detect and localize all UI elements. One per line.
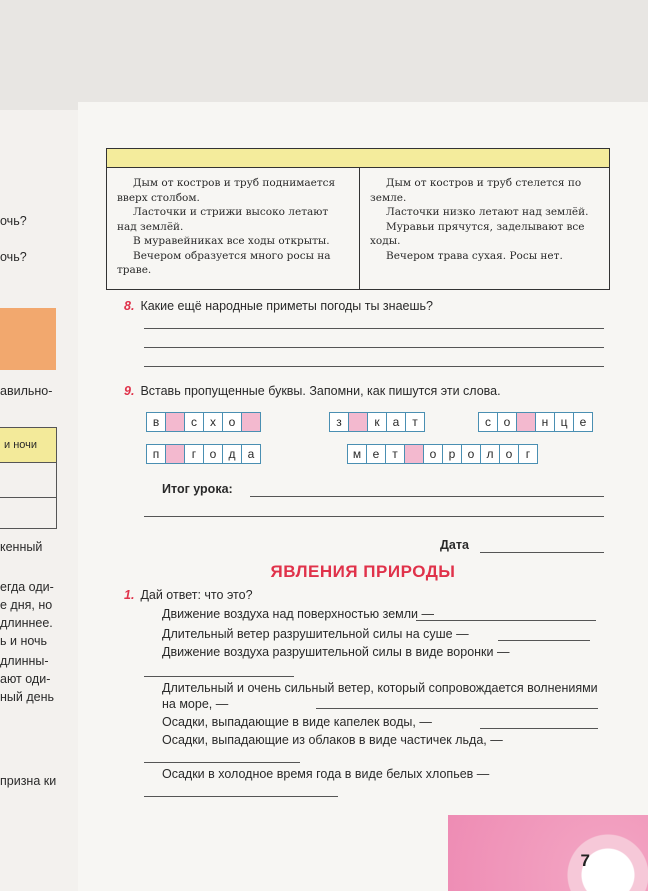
- left-text: кенный: [0, 540, 43, 554]
- answer-line[interactable]: [416, 620, 596, 621]
- letter-box: о: [203, 444, 223, 464]
- table-cell: Муравьи прячутся, заделывают все ходы.: [370, 220, 585, 247]
- sun-decoration: [448, 815, 648, 891]
- word-pogoda: [146, 444, 260, 464]
- left-text: ный день: [0, 690, 55, 704]
- letter-box: о: [497, 412, 517, 432]
- prompt-item: Длительный и очень сильный ветер, который сопровождается волнениями на море, —: [162, 681, 598, 711]
- letter-box: о: [222, 412, 242, 432]
- table-cell: Вечером образуется много росы на траве.: [117, 249, 331, 276]
- question-text: Какие ещё народные приметы погоды ты знаешь?: [140, 299, 433, 313]
- left-text: призна ки: [0, 774, 57, 788]
- section-title: ЯВЛЕНИЯ ПРИРОДЫ: [270, 562, 456, 581]
- letter-box: т: [385, 444, 405, 464]
- prompt-item: Длительный ветер разрушительной силы на суше —: [162, 627, 469, 641]
- left-text: е дня, но: [0, 598, 53, 612]
- lesson-summary-label: Итог урока:: [162, 482, 233, 496]
- page-number: 7: [580, 851, 590, 870]
- bad-weather-column: [360, 168, 608, 289]
- letter-box: е: [573, 412, 593, 432]
- left-text: длиннее.: [0, 616, 53, 630]
- word-solntse: [478, 412, 592, 432]
- orange-block: [0, 308, 56, 370]
- left-text: авильно-: [0, 384, 53, 398]
- missing-letter-box[interactable]: [516, 412, 536, 432]
- question-number: 9.: [124, 384, 135, 398]
- table-cell: В муравейниках все ходы открыты.: [133, 235, 330, 247]
- question-8: [124, 299, 433, 313]
- question-9: [124, 384, 501, 398]
- letter-box: п: [146, 444, 166, 464]
- letter-box: с: [184, 412, 204, 432]
- prompt-item: Движение воздуха разрушительной силы в виде воронки —: [162, 645, 510, 659]
- table-cell: Ласточки низко летают над землёй.: [386, 206, 589, 218]
- word-zakat: [329, 412, 424, 432]
- answer-line[interactable]: [316, 708, 598, 709]
- letter-box: д: [222, 444, 242, 464]
- left-text: длинны-: [0, 654, 49, 668]
- answer-line[interactable]: [480, 728, 598, 729]
- question-text: Вставь пропущенные буквы. Запомни, как пишутся эти слова.: [140, 384, 501, 398]
- missing-letter-box[interactable]: [404, 444, 424, 464]
- letter-box: а: [241, 444, 261, 464]
- left-text: ают оди-: [0, 672, 51, 686]
- answer-line[interactable]: [144, 796, 338, 797]
- date-label: Дата: [440, 538, 469, 552]
- missing-letter-box[interactable]: [165, 444, 185, 464]
- left-page-fragment: [0, 110, 79, 891]
- letter-box: в: [146, 412, 166, 432]
- letter-box: о: [423, 444, 443, 464]
- weather-signs-table: [106, 148, 610, 290]
- prompt-item: Движение воздуха над поверхностью земли —: [162, 607, 434, 621]
- good-weather-column: [107, 168, 360, 289]
- letter-box: м: [347, 444, 367, 464]
- letter-box: г: [518, 444, 538, 464]
- table-cell: Ласточки и стрижи высоко летают над землёй.: [117, 206, 329, 233]
- prompt-item: Осадки в холодное время года в виде белых хлопьев —: [162, 767, 490, 781]
- question-number: 8.: [124, 299, 135, 313]
- table-cell: Дым от костров и труб стелется по земле.: [370, 177, 582, 204]
- left-table: [0, 427, 57, 529]
- table-cell: Вечером трава сухая. Росы нет.: [386, 249, 563, 262]
- answer-line[interactable]: [144, 676, 294, 677]
- letter-box: о: [461, 444, 481, 464]
- left-text: очь?: [0, 250, 27, 264]
- table-header: [107, 149, 609, 168]
- workbook-page: [78, 102, 648, 891]
- letter-box: ц: [554, 412, 574, 432]
- word-meteorolog: [347, 444, 537, 464]
- table-cell: Дым от костров и труб поднимается вверх столбом.: [117, 177, 336, 204]
- answer-line[interactable]: [144, 347, 604, 348]
- letter-box: н: [535, 412, 555, 432]
- letter-box: х: [203, 412, 223, 432]
- letter-box: а: [386, 412, 406, 432]
- answer-line[interactable]: [144, 328, 604, 329]
- answer-line[interactable]: [144, 366, 604, 367]
- question-number: 1.: [124, 588, 135, 602]
- date-field[interactable]: [480, 552, 604, 553]
- letter-box: р: [442, 444, 462, 464]
- answer-line[interactable]: [144, 762, 300, 763]
- answer-line[interactable]: [144, 516, 604, 517]
- letter-box: л: [480, 444, 500, 464]
- left-text: ь и ночь: [0, 634, 48, 648]
- answer-line[interactable]: [498, 640, 590, 641]
- letter-box: к: [367, 412, 387, 432]
- missing-letter-box[interactable]: [241, 412, 261, 432]
- question-text: Дай ответ: что это?: [140, 588, 253, 602]
- letter-box: е: [366, 444, 386, 464]
- letter-box: з: [329, 412, 349, 432]
- left-text: егда оди-: [0, 580, 54, 594]
- word-vskhod: [146, 412, 260, 432]
- left-table-header: и ночи: [0, 428, 56, 463]
- prompt-item: Осадки, выпадающие в виде капелек воды, —: [162, 715, 432, 729]
- letter-box: г: [184, 444, 204, 464]
- prompt-item: Осадки, выпадающие из облаков в виде частичек льда, —: [162, 733, 503, 747]
- missing-letter-box[interactable]: [165, 412, 185, 432]
- letter-box: о: [499, 444, 519, 464]
- missing-letter-box[interactable]: [348, 412, 368, 432]
- answer-line[interactable]: [250, 496, 604, 497]
- question-1: [124, 588, 253, 602]
- letter-box: с: [478, 412, 498, 432]
- letter-box: т: [405, 412, 425, 432]
- left-text: очь?: [0, 214, 27, 228]
